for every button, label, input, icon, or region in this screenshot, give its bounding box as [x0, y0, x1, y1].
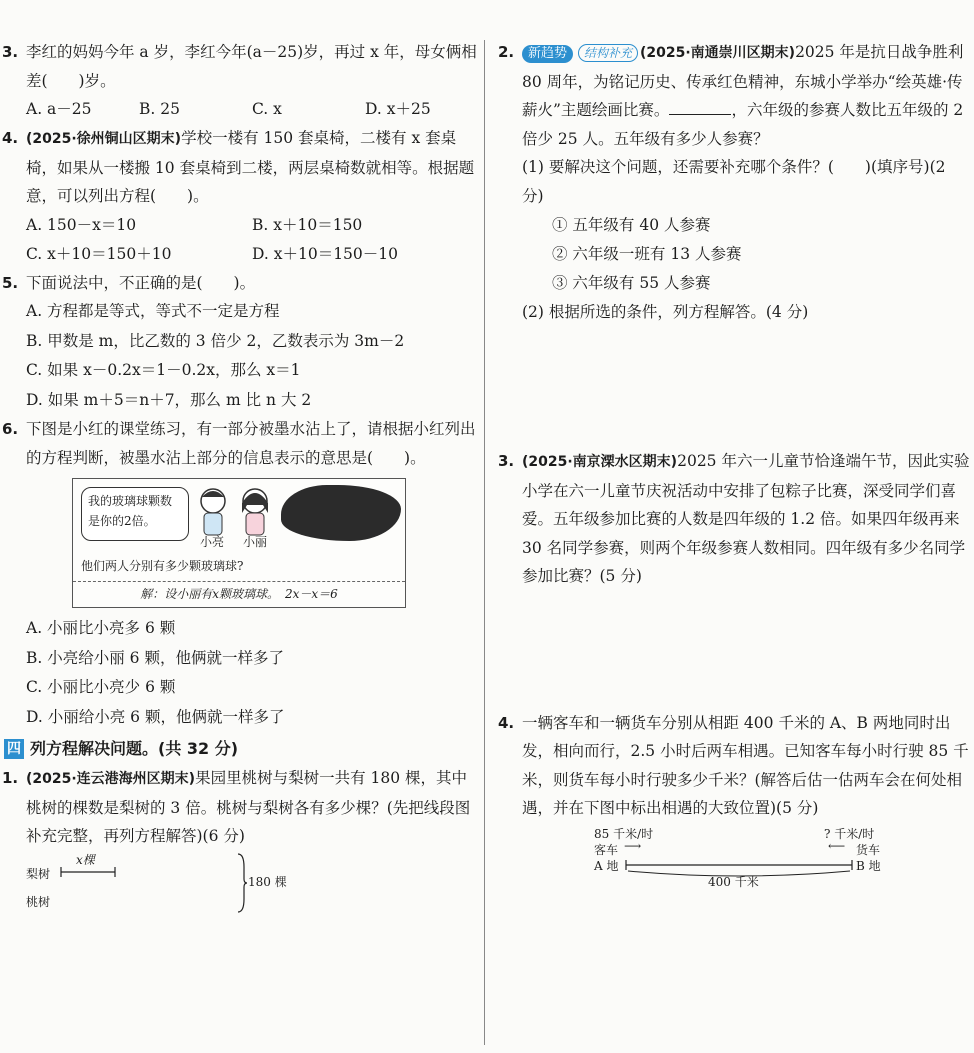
pear-label: 梨树: [26, 866, 51, 881]
question-text-continued: ，六年级的参赛人数比五年级的 2 倍少 25 人。五年级有多少人参赛？: [522, 101, 964, 148]
question-5: [0, 269, 478, 298]
illustration-question: 他们两人分别有多少颗玻璃球?: [81, 559, 244, 573]
section-header: [0, 734, 478, 764]
question-number: 1.: [2, 769, 19, 787]
problem-4: [496, 709, 970, 823]
route-diagram: [496, 823, 970, 889]
choice-2[interactable]: ② 六年级一班有 13 人参赛: [552, 245, 742, 263]
options-q3: [0, 95, 478, 124]
option-b[interactable]: B. 25: [139, 100, 180, 118]
choice-3[interactable]: ③ 六年级有 55 人参赛: [552, 274, 711, 292]
option-a[interactable]: A. 150－x＝10: [26, 215, 137, 234]
total-label: 180 棵: [248, 874, 287, 889]
option-c[interactable]: C. 如果 x－0.2x＝1－0.2x，那么 x＝1: [26, 361, 301, 379]
option-d[interactable]: D. x＋25: [365, 100, 431, 118]
option-d[interactable]: D. 如果 m＋5＝n＋7，那么 m 比 n 大 2: [26, 390, 312, 409]
option-b[interactable]: B. 小亮给小丽 6 颗，他俩就一样多了: [26, 648, 284, 667]
question-number: 4.: [2, 129, 19, 147]
bus-label: 客车: [594, 842, 619, 857]
answer-space[interactable]: [496, 327, 970, 447]
question-text: 下面说法中，不正确的是( )。: [26, 273, 256, 292]
option-b[interactable]: B. 甲数是 m，比乙数的 3 倍少 2，乙数表示为 3m－2: [26, 331, 405, 350]
question-3: [0, 38, 478, 95]
option-c[interactable]: C. 小丽比小亮少 6 颗: [26, 678, 176, 696]
problem-3: [496, 447, 970, 591]
peach-label: 桃树: [26, 894, 51, 909]
structure-supplement-badge: 结构补充: [578, 44, 638, 62]
question-source: (2025·徐州铜山区期末): [26, 131, 182, 147]
question-6: [0, 415, 478, 472]
ink-blot: [281, 485, 401, 541]
option-c[interactable]: C. x: [252, 100, 282, 118]
illustration-solution: 解：设小丽有x颗玻璃球。 2x－x＝6: [73, 581, 405, 606]
kid-label-xiaoli: 小丽: [243, 535, 268, 549]
question-text: 果园里桃树与梨树一共有 180 棵，其中桃树的棵数是梨树的 3 倍。桃树与梨树各有多少棵？(先把线段图补充完整，再列方程解答)(6 分): [26, 769, 471, 845]
subquestion-1: (1) 要解决这个问题，还需要补充哪个条件？( )(填序号)(2 分): [522, 158, 946, 205]
section-number-badge: 四: [4, 739, 24, 759]
bus-speed-label: 85 千米/时: [594, 826, 654, 841]
truck-label: 货车: [856, 842, 881, 857]
place-b-label: B 地: [856, 858, 881, 873]
question-text: 2025 年六一儿童节恰逢端午节，因此实验小学在六一儿童节庆祝活动中安排了包粽子比赛，深受同学们喜爱。五年级参加比赛的人数是四年级的 1.2 倍。如果四年级再来 30 名同学参赛，则两个年级参赛人数相同。四年级有多少名同学参加比赛？(5 分): [522, 452, 970, 585]
left-arrow-icon: ⟵: [828, 838, 846, 853]
right-arrow-icon: ⟶: [624, 838, 642, 853]
question-source: (2025·连云港海州区期末): [26, 771, 196, 787]
right-column: [496, 38, 970, 889]
total-brace: [236, 853, 248, 913]
segment-diagram: [26, 851, 478, 909]
pear-segment: [60, 865, 120, 879]
left-column: [0, 38, 478, 909]
question-number: 3.: [498, 452, 515, 470]
option-a[interactable]: A. 小丽比小亮多 6 颗: [26, 619, 176, 637]
kid-label-xiaoliang: 小亮: [200, 535, 225, 549]
option-b[interactable]: B. x＋10＝150: [252, 215, 363, 234]
options-q4: [0, 211, 478, 269]
distance-label: 400 千米: [708, 874, 759, 889]
subquestion-2: (2) 根据所选的条件，列方程解答。(4 分): [522, 303, 809, 321]
question-number: 3.: [2, 43, 19, 61]
new-trend-badge: 新趋势: [522, 45, 573, 63]
option-c[interactable]: C. x＋10＝150＋10: [26, 244, 172, 263]
question-4: [0, 124, 478, 211]
speech-bubble: 我的玻璃球颗数是你的2倍。: [81, 487, 189, 541]
question-text: 学校一楼有 150 套桌椅，二楼有 x 套桌椅，如果从一楼搬 10 套桌椅到二楼，两层桌椅数就相等。根据题意，可以列出方程( )。: [26, 129, 475, 205]
option-d[interactable]: D. 小丽给小亮 6 颗，他俩就一样多了: [26, 707, 285, 726]
option-d[interactable]: D. x＋10＝150－10: [252, 244, 399, 263]
question-number: 6.: [2, 420, 19, 438]
classwork-illustration: [72, 478, 406, 608]
place-a-label: A 地: [594, 858, 619, 873]
option-a[interactable]: A. 方程都是等式，等式不一定是方程: [26, 302, 280, 320]
question-source: (2025·南通崇川区期末): [639, 45, 796, 61]
question-number: 5.: [2, 273, 19, 292]
option-a[interactable]: A. a－25: [26, 100, 92, 118]
question-source: (2025·南京溧水区期末): [522, 454, 678, 470]
truck-speed-label: ? 千米/时: [824, 826, 875, 841]
x-label: x棵: [76, 852, 95, 867]
question-text: 下图是小红的课堂练习，有一部分被墨水沾上了，请根据小红列出的方程判断，被墨水沾上部分的信息表示的意思是( )。: [26, 420, 476, 467]
fill-blank[interactable]: [669, 98, 731, 115]
question-text: 2025 年是抗日战争胜利 80 周年，为铭记历史、传承红色精神，东城小学举办“绘英雄·传薪火”主题绘画比赛。: [522, 43, 964, 119]
question-text: 一辆客车和一辆货车分别从相距 400 千米的 A、B 两地同时出发，相向而行，2.5 小时后两车相遇。已知客车每小时行驶 85 千米，则货车每小时行驶多少千米？(解答后估一估两车会在何处相遇，并在下图中标出相遇的大致位置)(5 分): [522, 713, 969, 817]
answer-space[interactable]: [496, 591, 970, 709]
section-title: 列方程解决问题。(共 32 分): [30, 739, 239, 758]
choice-1[interactable]: ① 五年级有 40 人参赛: [552, 216, 711, 234]
question-text: 李红的妈妈今年 a 岁，李红今年(a－25)岁，再过 x 年，母女俩相差( )岁。: [26, 43, 477, 90]
column-divider: [484, 40, 485, 1045]
problem-1: [0, 764, 478, 851]
question-number: 4.: [498, 713, 515, 732]
problem-2: [496, 38, 970, 153]
question-number: 2.: [498, 43, 515, 61]
